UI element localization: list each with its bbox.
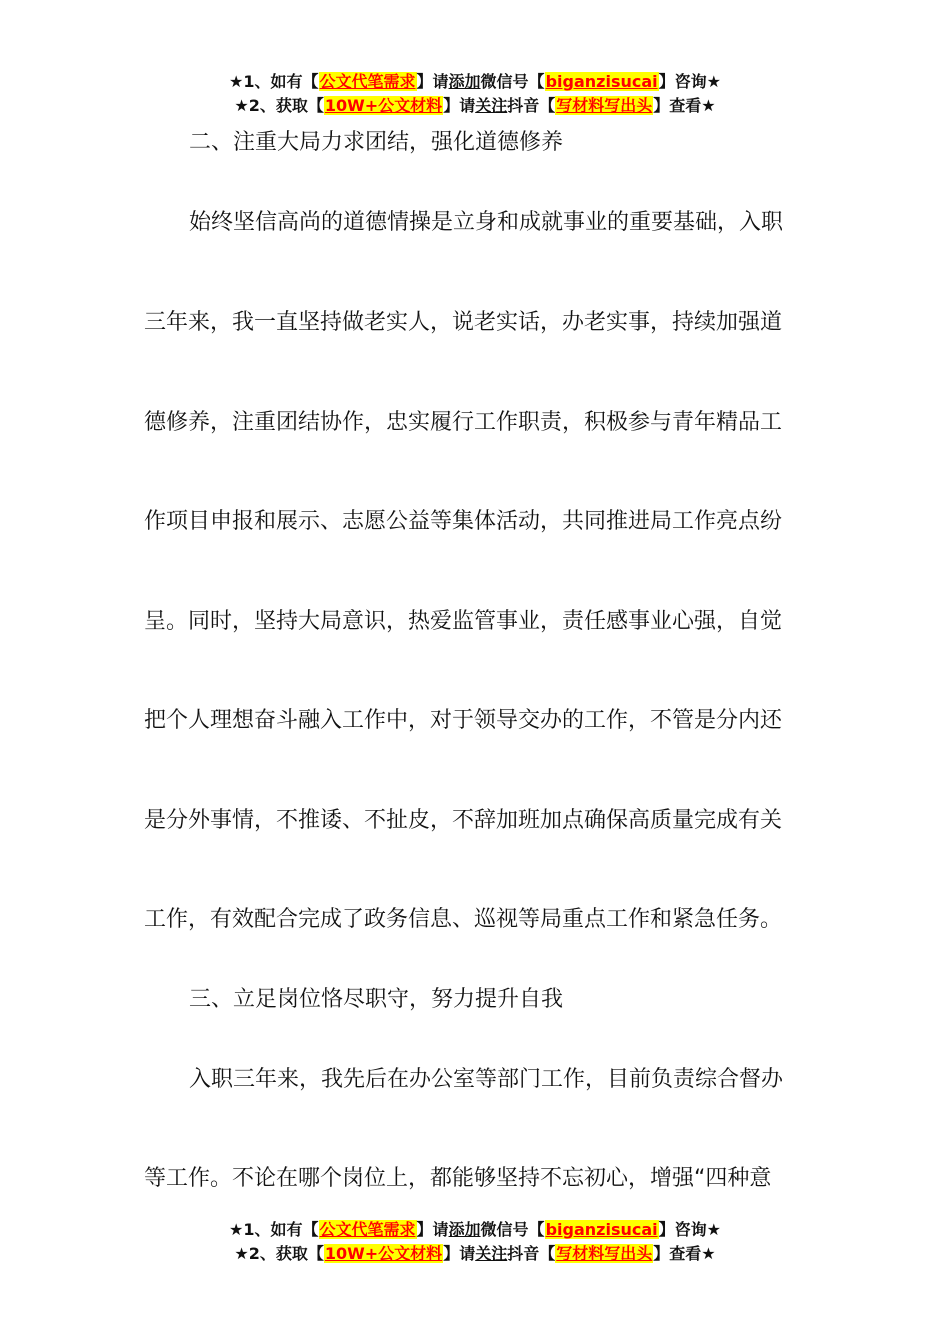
paragraph-line: 工作，有效配合完成了政务信息、巡视等局重点工作和紧急任务。 <box>144 907 783 932</box>
paragraph-line: 入职三年来，我先后在办公室等部门工作，目前负责综合督办 <box>189 1067 784 1092</box>
banner-line-1 <box>0 70 950 94</box>
banner-line-1 <box>0 1218 950 1242</box>
header-banner <box>0 70 950 118</box>
paragraph-line: 德修养，注重团结协作，忠实履行工作职责，积极参与青年精品工 <box>144 410 783 435</box>
paragraph-line: 作项目申报和展示、志愿公益等集体活动，共同推进局工作亮点纷 <box>144 509 783 534</box>
banner-text: 抖音【 <box>507 96 556 115</box>
banner-underline: 添加 <box>448 1220 481 1239</box>
banner-underline: 关注 <box>475 1244 508 1263</box>
banner-highlight: 写材料写出头 <box>556 96 653 115</box>
banner-text: 】查看★ <box>653 96 716 115</box>
paragraph-line: 是分外事情，不推诿、不扯皮，不辞加班加点确保高质量完成有关 <box>144 808 783 833</box>
banner-text: ★1、如有【 <box>229 1220 319 1239</box>
banner-line-2 <box>0 1242 950 1266</box>
banner-underline: 添加 <box>448 72 481 91</box>
banner-highlight: 10W+公文材料 <box>324 1244 443 1263</box>
banner-text: 】咨询★ <box>658 72 721 91</box>
banner-highlight: 10W+公文材料 <box>324 96 443 115</box>
banner-text: ★1、如有【 <box>229 72 319 91</box>
banner-text: ★2、获取【 <box>234 1244 324 1263</box>
paragraph-line: 把个人理想奋斗融入工作中，对于领导交办的工作，不管是分内还 <box>144 708 783 733</box>
banner-highlight: 公文代笔需求 <box>319 72 416 91</box>
banner-text: 】请 <box>443 96 476 115</box>
banner-text: 】查看★ <box>653 1244 716 1263</box>
banner-line-2 <box>0 94 950 118</box>
banner-text: ★2、获取【 <box>234 96 324 115</box>
paragraph-line: 呈。同时，坚持大局意识，热爱监管事业，责任感事业心强，自觉 <box>144 609 783 634</box>
paragraph-line: 等工作。不论在哪个岗位上，都能够坚持不忘初心，增强“四种意 <box>144 1166 772 1191</box>
banner-highlight: biganzisucai <box>545 72 658 91</box>
banner-highlight: biganzisucai <box>545 1220 658 1239</box>
banner-text: 】请 <box>443 1244 476 1263</box>
footer-banner <box>0 1218 950 1266</box>
banner-text: 】咨询★ <box>658 1220 721 1239</box>
banner-text: 】请 <box>416 1220 449 1239</box>
banner-highlight: 写材料写出头 <box>556 1244 653 1263</box>
section-heading: 二、注重大局力求团结，强化道德修养 <box>189 130 564 155</box>
section-heading: 三、立足岗位恪尽职守，努力提升自我 <box>189 987 564 1012</box>
banner-text: 】请 <box>416 72 449 91</box>
banner-highlight: 公文代笔需求 <box>319 1220 416 1239</box>
paragraph-line: 三年来，我一直坚持做老实人，说老实话，办老实事，持续加强道 <box>144 310 783 335</box>
banner-text: 微信号【 <box>480 1220 545 1239</box>
banner-text: 抖音【 <box>507 1244 556 1263</box>
banner-underline: 关注 <box>475 96 508 115</box>
banner-text: 微信号【 <box>480 72 545 91</box>
paragraph-line: 始终坚信高尚的道德情操是立身和成就事业的重要基础，入职 <box>189 210 784 235</box>
